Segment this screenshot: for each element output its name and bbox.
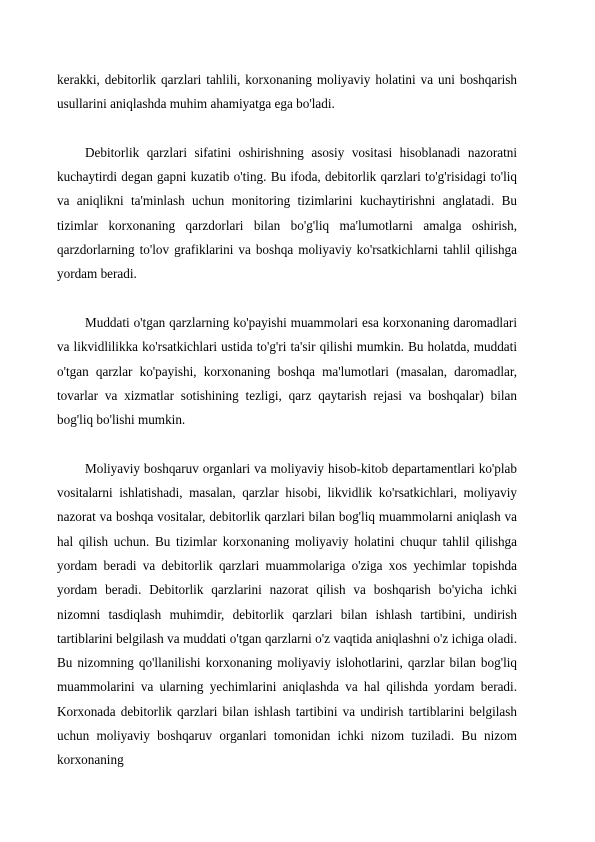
- paragraph-overdue-debts: Muddati o'tgan qarzlarning ko'payishi muammolari esa korxonaning daromadlari va likvidlilikka ko'rsatkichlari ustida to'g'ri ta'sir qilishi mumkin. Bu holatda, muddati o'tgan qarzlar ko'payishi, korxonaning boshqa ma'lumotlari (masalan, daromadlar, tovarlar va xizmatlar sotishining tezligi, qarz qaytarish rejasi va boshqalar) bilan bog'liq bo'lishi mumkin.: [57, 314, 517, 428]
- paragraph-continuation: kerakki, debitorlik qarzlari tahlili, korxonaning moliyaviy holatini va uni boshqarish usullarini aniqlashda muhim ahamiyatga ega bo'ladi.: [57, 72, 517, 112]
- document-page: [57, 68, 517, 773]
- paragraph-receivables-quality: Debitorlik qarzlari sifatini oshirishning asosiy vositasi hisoblanadi nazoratni kuchaytirdi degan gapni kuzatib o'ting. Bu ifoda, debitorlik qarzlari to'g'risidagi to'liq va aniqlikni ta'minlash uchun monitoring tizimlarini kuchaytirishni anglatadi. Bu tizimlar korxonaning qarzdorlari bilan bo'g'liq ma'lumotlarni amalga oshirish, qarzdorlarning to'lov grafiklarini va boshqa moliyaviy ko'rsatkichlarni tahlil qilishga yordam beradi.: [57, 144, 517, 282]
- paragraph-financial-management: Moliyaviy boshqaruv organlari va moliyaviy hisob-kitob departamentlari ko'plab vositalarni ishlatishadi, masalan, qarzlar hisobi, likvidlik ko'rsatkichlari, moliyaviy nazorat va boshqa vositalar, debitorlik qarzlari bilan bog'liq muammolarni aniqlash va hal qilish uchun. Bu tizimlar korxonaning moliyaviy holatini chuqur tahlil qilishga yordam beradi va debitorlik qarzlari muammolariga o'ziga xos yechimlar topishda yordam beradi. Debitorlik qarzlarini nazorat qilish va boshqarish bo'yicha ichki nizomni tasdiqlash muhimdir, debitorlik qarzlari bilan ishlash tartibini, undirish tartiblarini belgilash va muddati o'tgan qarzlarni o'z vaqtida aniqlashni o'z ichiga oladi. Bu nizomning qo'llanilishi korxonaning moliyaviy islohotlarini, qarzlar bilan bog'liq muammolarini va ularning yechimlarini aniqlashda va hal qilishda yordam beradi. Korxonada debitorlik qarzlari bilan ishlash tartibini va undirish tartiblarini belgilash uchun moliyaviy boshqaruv organlari tomonidan ichki nizom tuziladi. Bu nizom korxonaning: [57, 460, 517, 768]
